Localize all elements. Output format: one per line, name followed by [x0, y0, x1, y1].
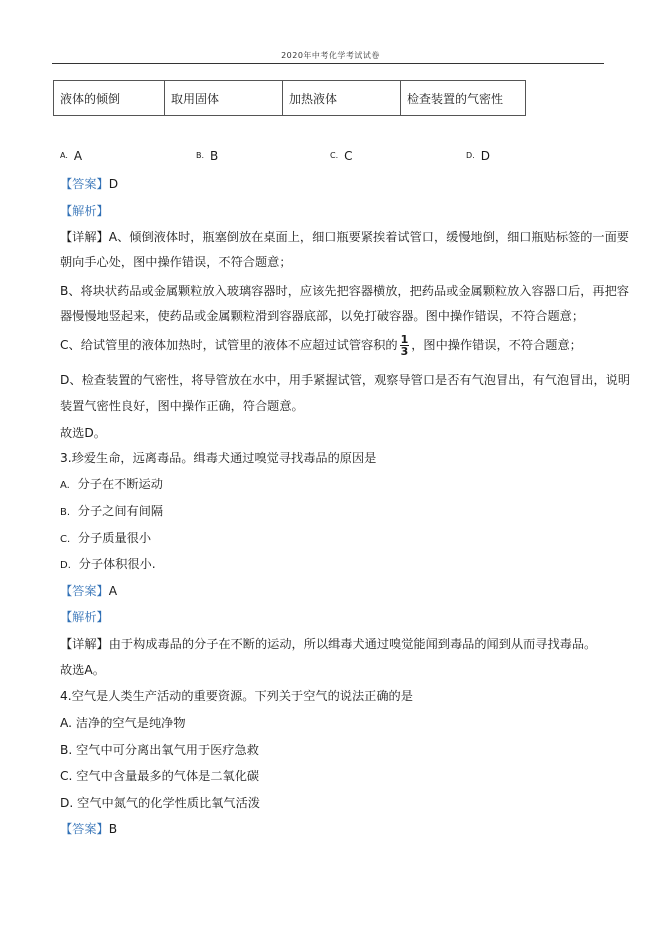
q3-detail: 【详解】由于构成毒品的分子在不断的运动，所以缉毒犬通过嗅觉能闻到毒品的闻到从而寻找毒品。 [60, 637, 597, 651]
q3-conclusion: 故选A。 [60, 663, 105, 677]
q3-stem: 3.珍爱生命，远离毒品。缉毒犬通过嗅觉寻找毒品的原因是 [60, 451, 377, 465]
table-cell-airtight: 检查装置的气密性 [401, 81, 526, 116]
table-cell-heat: 加热液体 [283, 81, 401, 116]
q2-detail-a2: 朝向手心处，图中操作错误，不符合题意； [60, 255, 292, 269]
q3-analysis-tag: 【解析】 [60, 610, 109, 624]
q2-answer: 【答案】D [60, 177, 119, 191]
q2-conclusion: 故选D。 [60, 426, 106, 440]
q2-detail-b2: 器慢慢地竖起来，使药品或金属颗粒滑到容器底部，以免打破容器。图中操作错误，不符合题意； [60, 309, 585, 323]
q3-option-d: D. 分子体积很小. [60, 557, 156, 571]
q2-detail-a1: 【详解】A、倾倒液体时，瓶塞倒放在桌面上，细口瓶要紧挨着试管口，缓慢地倒，细口瓶贴标签的一面要 [60, 230, 629, 244]
header-rule [52, 63, 604, 64]
table-cell-solid: 取用固体 [165, 81, 283, 116]
q3-answer: 【答案】A [60, 584, 118, 598]
q2-option-b: B. B [196, 149, 219, 163]
page-header: 2020年中考化学考试试卷 [281, 51, 380, 60]
q2-detail-d1: D、检查装置的气密性，将导管放在水中，用手紧握试管，观察导管口是否有气泡冒出，有气泡冒出，说明 [60, 373, 631, 387]
q3-option-b: B. 分子之间有间隔 [60, 504, 164, 518]
q2-option-d: D. D [466, 149, 490, 163]
q2-analysis-tag: 【解析】 [60, 204, 109, 218]
q3-option-a: A. 分子在不断运动 [60, 477, 163, 491]
q2-detail-c: C、给试管里的液体加热时，试管里的液体不应超过试管容积的 $\frac{1}{3}$ ，图中操作错误，不符合题意； [60, 333, 582, 358]
table-row [54, 81, 526, 116]
q2-detail-b1: B、将块状药品或金属颗粒放入玻璃容器时，应该先把容器横放，把药品或金属颗粒放入容器口后，再把容 [60, 284, 629, 298]
table-cell-pour: 液体的倾倒 [54, 81, 165, 116]
fraction-one-third: $\frac{1}{3}$ [400, 333, 409, 358]
operations-table [53, 80, 526, 116]
q4-option-a: A. 洁净的空气是纯净物 [60, 716, 186, 730]
q4-answer: 【答案】B [60, 822, 118, 836]
q2-option-a: A. A [60, 149, 83, 163]
q2-option-c: C. C [330, 149, 353, 163]
q3-option-c: C. 分子质量很小 [60, 531, 152, 545]
q4-stem: 4.空气是人类生产活动的重要资源。下列关于空气的说法正确的是 [60, 689, 413, 703]
q4-option-c: C. 空气中含量最多的气体是二氧化碳 [60, 769, 260, 783]
q4-option-b: B. 空气中可分离出氧气用于医疗急救 [60, 743, 259, 757]
q4-option-d: D. 空气中氮气的化学性质比氧气活泼 [60, 796, 260, 810]
q2-detail-d2: 装置气密性良好，图中操作正确，符合题意。 [60, 399, 304, 413]
